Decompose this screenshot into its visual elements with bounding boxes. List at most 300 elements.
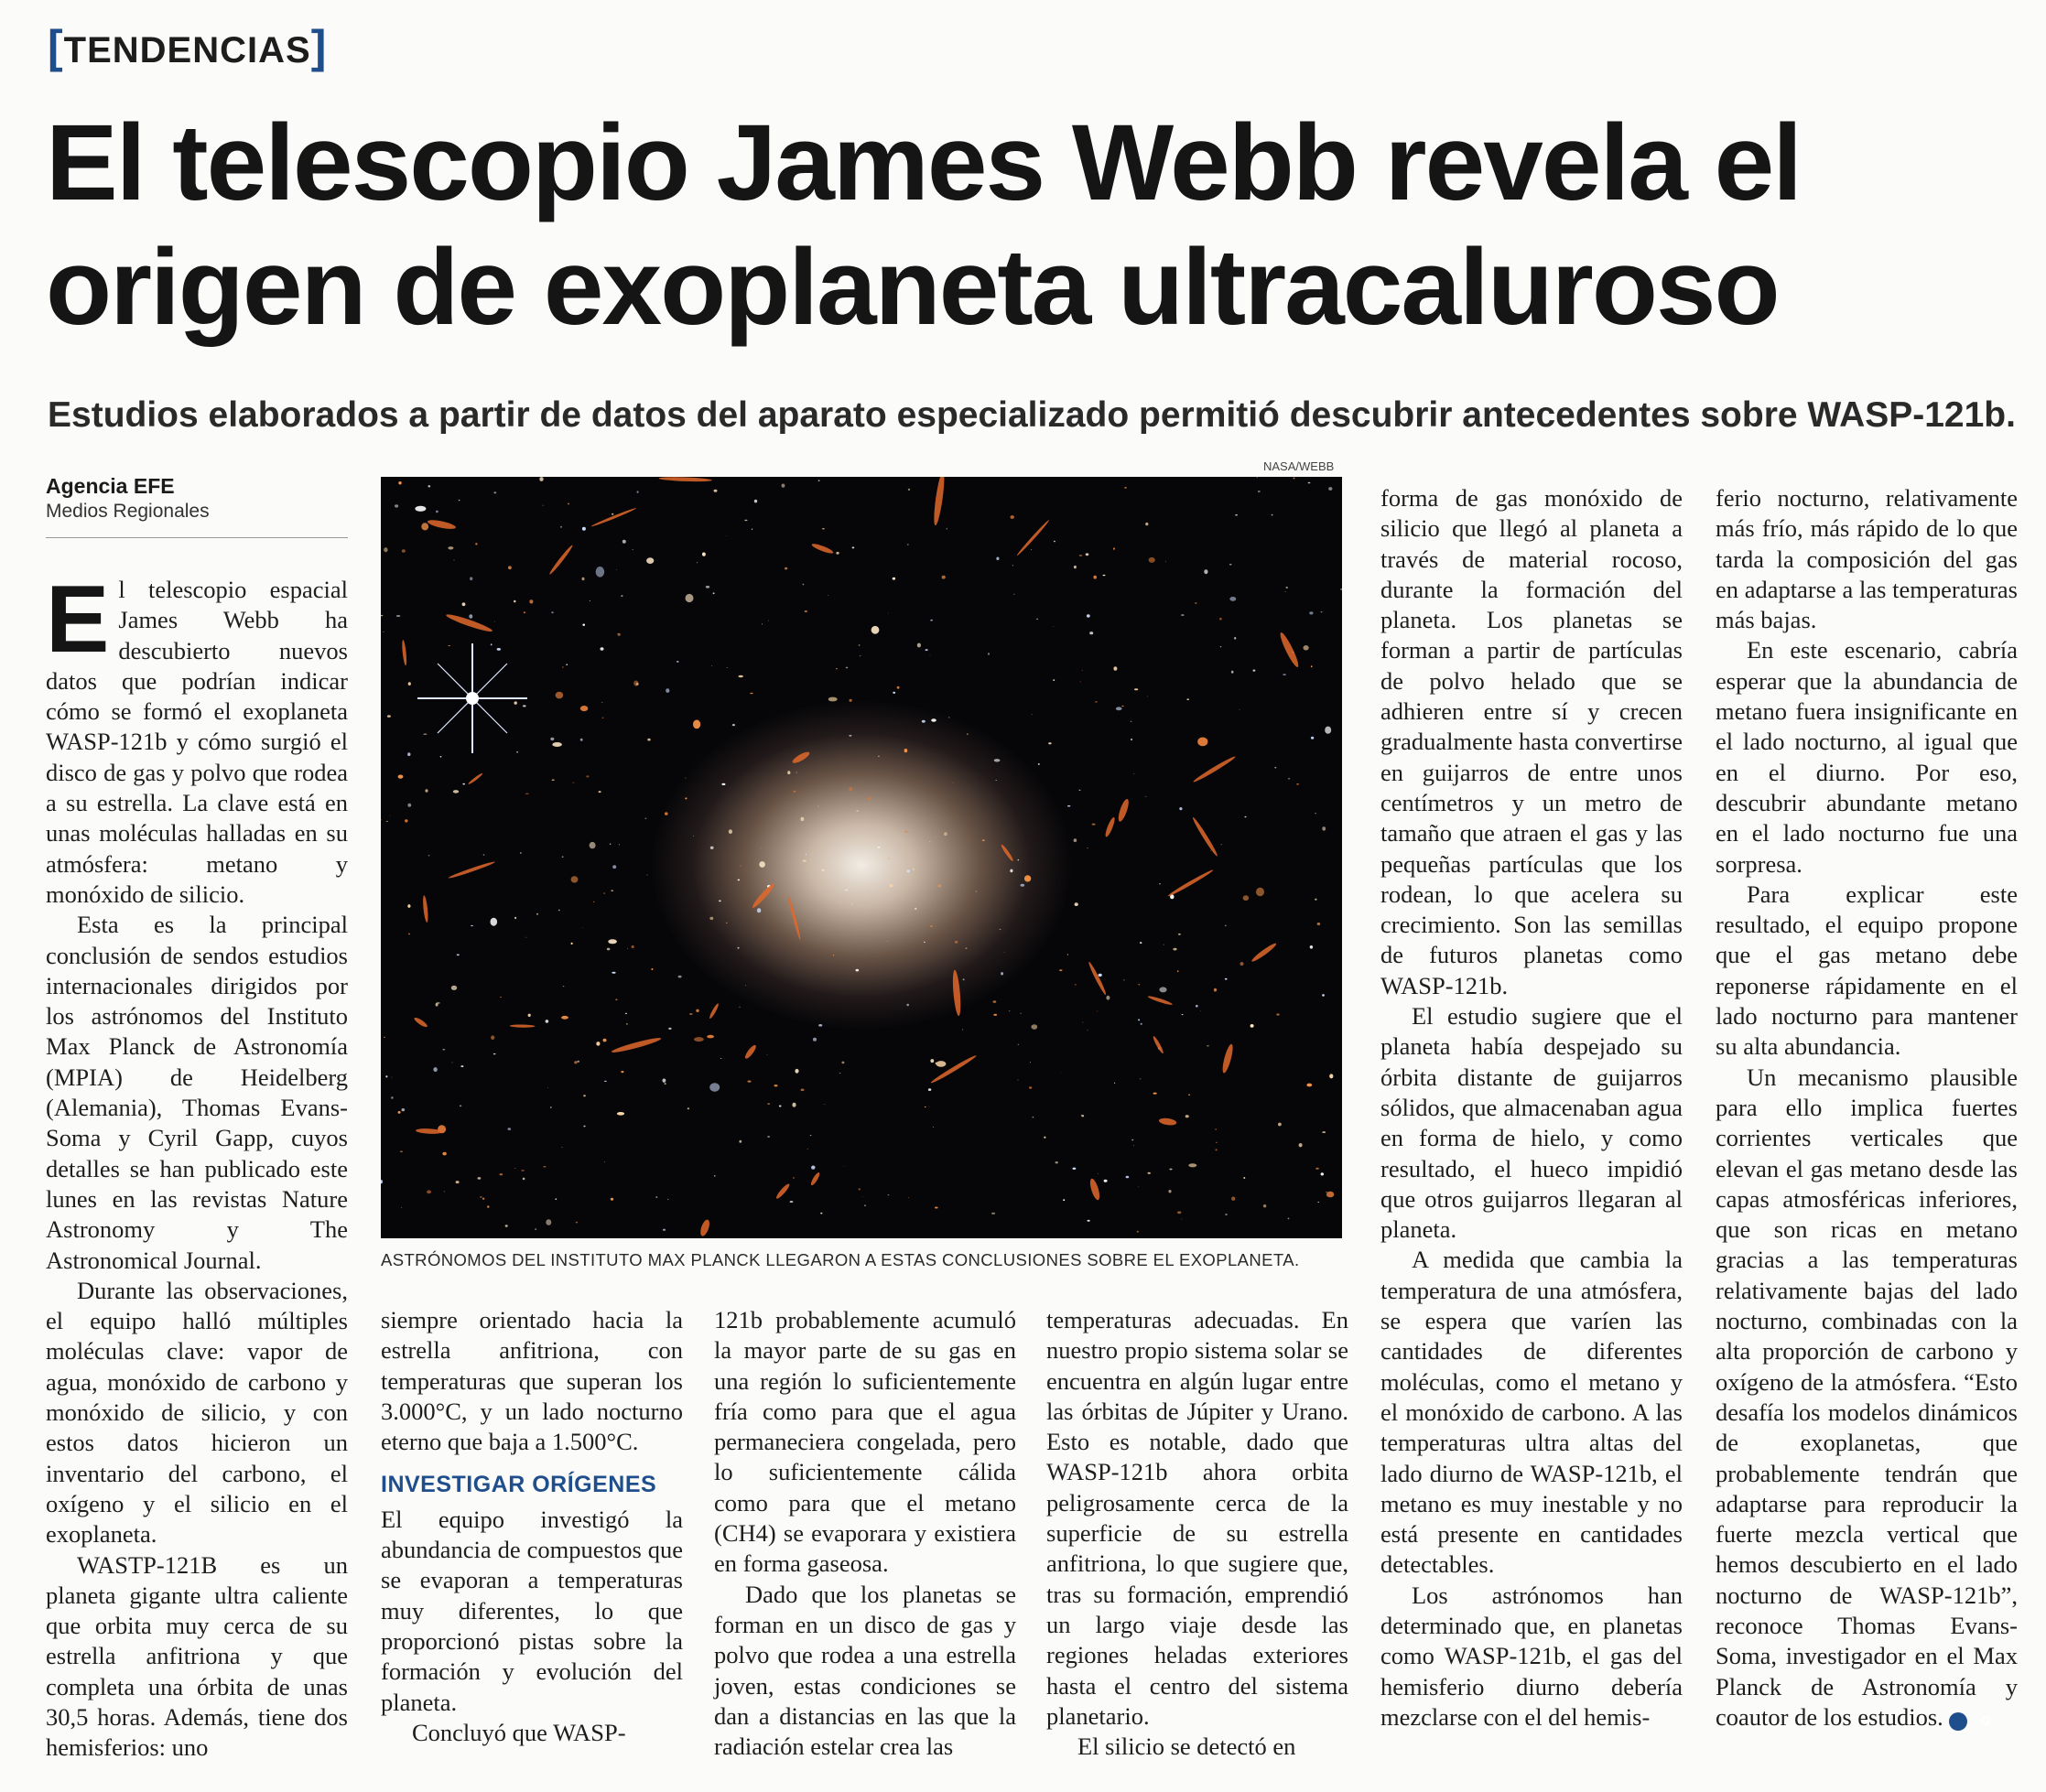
- star: [521, 1170, 524, 1171]
- star: [596, 1042, 600, 1046]
- star: [551, 611, 554, 613]
- star: [787, 771, 790, 774]
- star: [811, 1166, 815, 1170]
- star: [944, 832, 947, 836]
- star: [1315, 1168, 1319, 1170]
- star: [398, 775, 404, 779]
- star: [993, 1014, 997, 1016]
- star: [469, 614, 472, 619]
- star: [710, 847, 714, 849]
- star: [602, 718, 604, 719]
- star: [1031, 549, 1032, 550]
- lensed-arc: [1152, 1035, 1164, 1054]
- star: [1263, 1204, 1266, 1207]
- star: [618, 633, 621, 636]
- star: [1235, 514, 1238, 515]
- star: [625, 1013, 627, 1014]
- star: [1009, 1010, 1011, 1011]
- star: [384, 1037, 385, 1038]
- star: [1322, 826, 1326, 830]
- section-bracket-close: ]: [310, 21, 328, 72]
- star: [696, 1009, 698, 1012]
- star: [767, 1136, 770, 1137]
- star: [687, 1107, 689, 1109]
- star: [1256, 888, 1264, 897]
- star: [1219, 618, 1222, 621]
- article-column-1: [46, 567, 348, 1764]
- star: [391, 1077, 392, 1078]
- star: [444, 1191, 445, 1192]
- star: [1089, 632, 1093, 634]
- lensed-arc: [1167, 869, 1215, 898]
- star: [709, 1083, 720, 1091]
- star: [714, 490, 718, 492]
- star: [677, 661, 679, 663]
- lensed-arc: [1191, 816, 1219, 858]
- star: [482, 1198, 484, 1200]
- star: [1138, 1019, 1140, 1020]
- star: [459, 500, 460, 501]
- star: [1055, 1161, 1058, 1163]
- paragraph-text: l telescopio espacial James Webb ha descubierto nuevos datos que podrían indicar cómo se formó el exoplaneta WASP-121b y cómo surgió el disco de gas y polvo que rodea a su estrella. La clave está en unas moléculas halladas en su atmósfera: metano y monóxido de silicio.: [46, 576, 348, 908]
- star: [864, 1205, 866, 1206]
- star: [999, 929, 1001, 930]
- star: [577, 1061, 579, 1063]
- star: [1133, 773, 1134, 774]
- star: [632, 945, 634, 948]
- star: [622, 540, 626, 544]
- star: [803, 860, 806, 862]
- star: [757, 908, 761, 912]
- paragraph: temperaturas adecuadas. En nuestro propio sistema solar se encuentra en algún lugar entre las órbitas de Júpiter y Urano. Esto es notable, dado que WASP-121b ahora orbita peligrosamente cerca de la superficie de su estrella anfitriona, lo que sugiere que, tras su formación, emprendió un largo viaje desde las regiones heladas exteriores hasta el centro del sistema planetario.: [1046, 1306, 1348, 1730]
- drop-cap: E: [46, 567, 110, 673]
- star: [878, 756, 880, 757]
- star: [494, 621, 495, 622]
- star: [524, 611, 525, 613]
- star: [1145, 523, 1148, 525]
- lensed-arc: [1158, 1117, 1176, 1127]
- subtitle: Estudios elaborados a partir de datos del aparato especializado permitió descubrir antecedentes sobre WASP-121b.: [48, 395, 2016, 435]
- star: [561, 1016, 568, 1020]
- star: [1099, 974, 1102, 977]
- lensed-arc: [448, 860, 495, 880]
- star: [930, 1059, 934, 1063]
- star: [685, 797, 687, 799]
- star: [966, 948, 968, 949]
- star: [552, 742, 562, 747]
- star: [456, 1181, 460, 1183]
- star: [599, 791, 601, 793]
- star: [836, 668, 838, 669]
- star: [408, 682, 411, 685]
- star: [400, 1150, 403, 1152]
- star: [711, 665, 712, 666]
- star: [693, 720, 700, 729]
- star: [1216, 1142, 1217, 1143]
- star: [453, 790, 459, 793]
- star: [402, 549, 406, 553]
- star: [1098, 1173, 1099, 1174]
- star: [1114, 1083, 1115, 1084]
- star: [460, 1065, 463, 1067]
- star: [849, 735, 851, 737]
- star: [384, 547, 387, 552]
- star: [744, 520, 747, 521]
- star: [1011, 515, 1014, 519]
- lensed-arc: [548, 544, 574, 575]
- star: [714, 1175, 715, 1176]
- star: [665, 812, 668, 815]
- star: [391, 1096, 393, 1099]
- star: [685, 778, 686, 779]
- star: [897, 686, 900, 689]
- star: [428, 855, 430, 856]
- star: [1283, 674, 1286, 675]
- star: [828, 697, 838, 702]
- star: [1013, 594, 1014, 595]
- star: [415, 506, 426, 512]
- star: [425, 789, 428, 793]
- lensed-arc: [659, 477, 712, 482]
- star: [1288, 1218, 1290, 1220]
- paragraph: Esta es la principal conclusión de sendos estudios internacionales dirigidos por los astrónomos del Instituto Max Planck de Astronomía (MPIA) de Heidelberg (Alemania), Thomas Evans-Soma y Cyril Gapp, cuyos detalles se han publicado este lunes en las revistas Nature Astronomy y The Astronomical Journal.: [46, 911, 348, 1274]
- star: [1317, 923, 1321, 925]
- star: [859, 644, 861, 645]
- star: [1220, 646, 1222, 647]
- star: [626, 1023, 628, 1024]
- lensed-arc: [1088, 1178, 1101, 1202]
- star: [839, 1073, 841, 1074]
- star: [1079, 790, 1081, 791]
- lensed-arc: [1104, 816, 1117, 837]
- star: [1010, 869, 1012, 873]
- section-tag-label: TENDENCIAS: [63, 30, 311, 70]
- star: [807, 1149, 808, 1150]
- star: [1137, 1231, 1139, 1233]
- star: [822, 869, 825, 871]
- star: [782, 484, 785, 488]
- paragraph-text: Un mecanismo plausible para ello implica fuertes corrientes verticales que elevan el gas metano desde las capas atmosféricas inferiores, que son ricas en metano gracias a las temperaturas relativamente bajas del lado nocturno, combinadas con la alta proporción de carbono y oxígeno de la atmósfera. “Esto desafía los modelos dinámicos de exoplanetas, que probablemente tendrán que adaptarse para reproducir la fuerte mezcla vertical que hemos descubierto en el lado nocturno de WASP-121b”, reconoce Thomas Evans-Soma, investigador en el Max Planck de Astronomía y coautor de los estudios.: [1716, 1063, 2018, 1731]
- star: [529, 599, 533, 603]
- star: [646, 557, 654, 564]
- star: [552, 780, 555, 781]
- byline-divider: [46, 537, 348, 538]
- star: [720, 1058, 722, 1059]
- end-mark-icon: ✪: [1949, 1712, 1967, 1731]
- paragraph: El equipo investigó la abundancia de compuestos que se evaporan a temperaturas muy diferentes, lo que proporcionó pistas sobre la formación y evolución del planeta.: [381, 1505, 683, 1716]
- star: [1032, 714, 1033, 715]
- star: [1053, 679, 1055, 681]
- star: [1225, 978, 1228, 980]
- star: [462, 783, 465, 785]
- star: [407, 752, 410, 756]
- star: [732, 724, 735, 726]
- star: [888, 1194, 890, 1195]
- star: [1225, 925, 1227, 927]
- star: [516, 751, 518, 753]
- lensed-arc: [611, 1036, 662, 1054]
- star: [1178, 934, 1181, 935]
- star: [790, 1201, 794, 1203]
- star: [611, 890, 613, 891]
- star: [689, 1013, 693, 1014]
- section-tag: [48, 20, 327, 73]
- star: [574, 1061, 577, 1063]
- star: [1322, 994, 1325, 997]
- star: [1159, 987, 1166, 992]
- subheading: INVESTIGAR ORÍGENES: [381, 1472, 657, 1498]
- star: [1250, 1024, 1254, 1028]
- star: [508, 1128, 512, 1130]
- star: [543, 1166, 546, 1168]
- star: [590, 842, 596, 848]
- star: [543, 505, 544, 506]
- star: [561, 1147, 563, 1148]
- star: [442, 1152, 446, 1156]
- star: [546, 1020, 549, 1023]
- star: [1200, 1010, 1201, 1011]
- star: [1081, 1115, 1082, 1116]
- byline-outlet: Medios Regionales: [46, 501, 210, 522]
- star: [1138, 1186, 1139, 1187]
- star: [547, 1087, 548, 1088]
- lensed-arc: [1147, 995, 1173, 1006]
- star: [762, 623, 763, 624]
- star: [1086, 553, 1089, 556]
- star: [860, 655, 861, 656]
- star: [523, 1178, 525, 1181]
- star: [428, 485, 431, 487]
- star: [937, 884, 941, 887]
- star: [917, 643, 921, 648]
- star: [686, 594, 694, 602]
- lensed-arc: [791, 750, 811, 764]
- lensed-arc: [698, 1218, 711, 1236]
- star: [818, 480, 820, 481]
- paragraph: Durante las observaciones, el equipo halló múltiples moléculas clave: vapor de agua, monóxido de carbono y monóxido de silicio, y con estos datos hicieron un inventario del carbono, el oxígeno y el silicio en el exoplaneta.: [46, 1276, 348, 1549]
- star: [1308, 482, 1311, 484]
- paragraph: El estudio sugiere que el planeta había despejado su órbita distante de guijarros sólidos, que almacenaban agua en forma de hielo, y como resultado, el hueco impidió que otros guijarros llegaran al planeta.: [1380, 1002, 1683, 1244]
- star: [390, 815, 391, 816]
- star: [822, 528, 825, 529]
- headline: El telescopio James Webb revela el origen de exoplaneta ultracaluroso: [46, 103, 1802, 348]
- star: [1048, 742, 1051, 744]
- star: [1182, 1014, 1184, 1015]
- star: [1123, 979, 1124, 980]
- star: [637, 491, 639, 492]
- lensed-arc: [932, 477, 947, 526]
- star: [967, 733, 968, 734]
- star: [1087, 847, 1088, 848]
- star: [1095, 701, 1098, 702]
- star: [610, 844, 611, 845]
- star: [436, 511, 438, 513]
- star: [707, 1035, 714, 1039]
- star: [1306, 1084, 1312, 1087]
- star: [887, 941, 888, 942]
- star: [893, 692, 895, 694]
- paragraph: forma de gas monóxido de silicio que llegó al planeta a través de material rocoso, durante la formación del planeta. Los planetas se forman a partir de partículas de polvo helado que se adhieren entre sí y crecen gradualmente hasta convertirse en guijarros de entre unos centímetros y un metro de tamaño que atraen el gas y las pequeñas partículas que los rodean, lo que acelera su crecimiento. Son las semillas de futuros planetas como WASP-121b.: [1380, 484, 1683, 999]
- star: [856, 969, 860, 972]
- star: [1093, 576, 1097, 579]
- star: [528, 1014, 531, 1017]
- star: [395, 504, 398, 507]
- star: [1214, 988, 1217, 992]
- star: [942, 576, 946, 579]
- star: [586, 775, 589, 777]
- star: [1234, 637, 1236, 640]
- star: [1253, 670, 1256, 672]
- paragraph: ferio nocturno, relativamente más frío, más rápido de lo que tarda la composición del gas en adaptarse a las temperaturas más bajas.: [1716, 484, 2018, 634]
- star: [754, 500, 757, 503]
- star: [580, 739, 583, 741]
- star: [1304, 645, 1309, 651]
- star: [1274, 767, 1276, 769]
- star: [1113, 666, 1117, 671]
- star: [1177, 971, 1179, 972]
- star: [796, 772, 797, 773]
- lensed-arc: [468, 772, 483, 785]
- star: [739, 675, 743, 678]
- star: [398, 481, 401, 484]
- star: [1074, 838, 1077, 842]
- star: [647, 739, 650, 741]
- star: [525, 937, 526, 938]
- star: [514, 701, 517, 704]
- star: [1126, 1176, 1130, 1179]
- star: [1177, 1211, 1181, 1214]
- star: [1340, 588, 1342, 590]
- star: [889, 884, 893, 887]
- star: [993, 1000, 997, 1003]
- lensed-arc: [1000, 844, 1014, 862]
- star: [1131, 739, 1132, 740]
- star: [1103, 575, 1106, 576]
- star: [1131, 1139, 1133, 1141]
- star: [1017, 1080, 1018, 1081]
- star: [508, 566, 512, 569]
- lensed-arc: [1220, 1043, 1234, 1074]
- star: [497, 648, 501, 651]
- star: [1116, 707, 1122, 710]
- star: [667, 1199, 668, 1200]
- lensed-arc: [709, 1003, 720, 1020]
- star: [576, 1222, 578, 1224]
- lensed-arc: [590, 507, 636, 528]
- star: [1284, 591, 1286, 592]
- star: [644, 818, 646, 819]
- star: [803, 584, 805, 586]
- star: [491, 1035, 494, 1040]
- star: [562, 666, 563, 667]
- star: [1215, 1149, 1217, 1150]
- star: [1288, 778, 1290, 779]
- star: [454, 560, 455, 561]
- star: [421, 523, 428, 530]
- star: [996, 557, 999, 561]
- bright-star-icon: [417, 643, 527, 753]
- star: [1207, 1045, 1209, 1046]
- star: [737, 947, 739, 949]
- star: [793, 791, 796, 793]
- star: [1315, 899, 1316, 901]
- star: [1197, 738, 1207, 747]
- star: [582, 578, 585, 580]
- star: [1153, 1093, 1157, 1095]
- star: [500, 1173, 503, 1175]
- star: [381, 615, 383, 616]
- star: [1106, 996, 1110, 1000]
- star: [1087, 614, 1090, 617]
- star: [525, 793, 529, 795]
- star: [621, 595, 622, 597]
- star: [604, 892, 605, 893]
- star: [608, 939, 617, 944]
- star: [976, 891, 978, 892]
- star: [818, 1024, 822, 1027]
- star: [514, 1168, 515, 1169]
- star: [604, 1161, 605, 1162]
- star: [1229, 597, 1236, 601]
- star: [740, 866, 742, 867]
- star: [994, 759, 1001, 761]
- star: [1225, 1214, 1228, 1215]
- star: [845, 890, 848, 891]
- star: [1195, 602, 1196, 603]
- star: [1134, 688, 1138, 690]
- lensed-arc: [774, 1182, 791, 1200]
- lensed-arc: [1250, 942, 1278, 964]
- byline-agency: Agencia EFE: [46, 474, 175, 498]
- star: [893, 578, 895, 580]
- star: [1173, 948, 1176, 951]
- paragraph: Para explicar este resultado, el equipo propone que el gas metano debe reponerse rápidamente en el lado nocturno para mantener su alta abundancia.: [1716, 880, 2018, 1061]
- star: [1186, 699, 1189, 700]
- paragraph: siempre orientado hacia la estrella anfitriona, con temperaturas que superan los 3.000°C, y un lado nocturno eterno que baja a 1.500°C.: [381, 1306, 683, 1456]
- star: [563, 986, 565, 987]
- galaxy-cluster-photo: [381, 477, 1342, 1238]
- star: [1159, 883, 1161, 884]
- star: [948, 717, 949, 718]
- star: [401, 1207, 402, 1208]
- star: [646, 875, 647, 876]
- star: [759, 861, 765, 868]
- star: [713, 592, 715, 594]
- star: [1097, 1011, 1098, 1012]
- lensed-arc: [510, 1024, 536, 1028]
- star: [694, 1037, 704, 1042]
- star: [1059, 969, 1062, 971]
- star: [745, 985, 746, 986]
- star: [929, 841, 930, 842]
- star: [1036, 619, 1038, 620]
- star: [396, 615, 400, 617]
- star: [1079, 555, 1083, 556]
- star: [721, 783, 725, 785]
- star: [616, 569, 617, 570]
- star: [1012, 565, 1013, 566]
- lensed-arc: [787, 895, 802, 940]
- star: [523, 705, 526, 707]
- starfield: [381, 477, 1342, 1238]
- star: [539, 477, 543, 481]
- star: [558, 910, 560, 912]
- star: [612, 513, 613, 515]
- star: [566, 664, 568, 665]
- star: [1311, 665, 1313, 667]
- paragraph: [1716, 1063, 2018, 1733]
- star: [1133, 1145, 1134, 1146]
